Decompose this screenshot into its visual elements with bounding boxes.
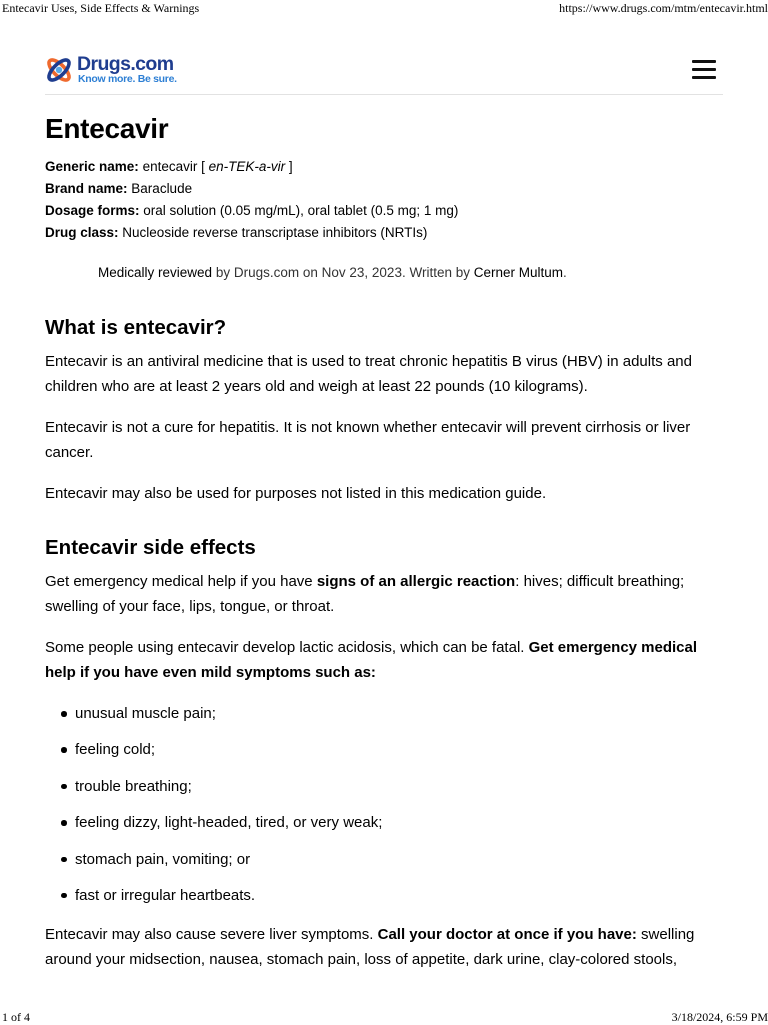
brand-name-label: Brand name: (45, 181, 128, 196)
logo-capsule-icon (45, 56, 73, 84)
liver-symptoms-paragraph (45, 922, 710, 972)
drug-class-link[interactable]: Nucleoside reverse transcriptase inhibitors (NRTIs) (122, 225, 428, 240)
hamburger-menu-icon[interactable] (692, 60, 716, 80)
review-date-text: on Nov 23, 2023. Written by (302, 265, 470, 280)
reviewer-link[interactable]: Drugs.com (233, 265, 300, 280)
section-what-is (45, 314, 710, 506)
section-heading-side-effects: Entecavir side effects (45, 536, 256, 559)
page-title: Entecavir (45, 113, 169, 144)
bold-text: Call your doctor at once if you have: (377, 925, 637, 943)
text: : hives; difficult breathing; swelling of your face, lips, tongue, or throat. (45, 573, 685, 615)
section-heading-what-is: What is entecavir? (45, 316, 227, 339)
paragraph: Entecavir may also be used for purposes not listed in this medication guide. (45, 485, 547, 502)
list-item: feeling dizzy, light-headed, tired, or very weak; (75, 810, 710, 835)
text: swelling around your midsection, nausea, stomach pain, loss of appetite, dark urine, clay-colored stools, (45, 925, 695, 968)
symptom-list (45, 701, 710, 908)
section-side-effects (45, 534, 710, 972)
review-period: . (563, 265, 567, 280)
paragraph: Entecavir is an antiviral medicine that is used to treat chronic hepatitis B virus (HBV) in adults and children who are at least 2 years old and weigh at least 22 pounds (10 kilograms). (45, 353, 692, 395)
print-footer (0, 1009, 768, 1025)
generic-name-close: ] (288, 159, 293, 174)
print-page-title: Entecavir Uses, Side Effects & Warnings (2, 1, 200, 15)
list-item: fast or irregular heartbeats. (75, 883, 710, 908)
author-link[interactable]: Cerner Multum (473, 265, 564, 280)
list-item: feeling cold; (75, 737, 710, 762)
medically-reviewed-link[interactable]: Medically reviewed (98, 265, 213, 280)
review-byline (98, 263, 710, 283)
bold-text: Get emergency medical help if you have even mild symptoms such as: (45, 639, 698, 681)
pronunciation: en-TEK-a-vir (208, 159, 286, 174)
generic-name-value: entecavir [ (142, 159, 205, 174)
print-datetime: 3/18/2024, 6:59 PM (671, 1010, 768, 1024)
list-item: stomach pain, vomiting; or (75, 847, 710, 872)
page-number: 1 of 4 (2, 1010, 30, 1024)
site-header (45, 54, 723, 95)
list-item: trouble breathing; (75, 774, 710, 799)
text: Get emergency medical help if you have (45, 573, 313, 590)
logo-tagline: Know more. Be sure. (78, 73, 177, 85)
review-by-text: by (215, 265, 231, 280)
bold-text: signs of an allergic reaction (316, 573, 516, 590)
article-content (45, 110, 710, 972)
generic-name-label: Generic name: (45, 159, 139, 174)
drugs-com-logo[interactable] (45, 54, 185, 86)
dosage-forms-row (45, 200, 710, 222)
drug-class-label: Drug class: (45, 225, 119, 240)
brand-name-row (45, 178, 710, 200)
paragraph: Entecavir is not a cure for hepatitis. It is not known whether entecavir will prevent cirrhosis or liver cancer. (45, 419, 691, 461)
logo-wordmark: Drugs.com (77, 53, 174, 75)
print-page-url: https://www.drugs.com/mtm/entecavir.html (559, 1, 768, 15)
allergic-reaction-paragraph (45, 569, 710, 619)
text: Some people using entecavir develop lactic acidosis, which can be fatal. (45, 639, 525, 656)
print-header (0, 0, 768, 16)
lactic-acidosis-paragraph (45, 635, 710, 685)
dosage-forms-label: Dosage forms: (45, 203, 140, 218)
brand-name-link[interactable]: Baraclude (131, 181, 193, 196)
generic-name-row (45, 156, 710, 178)
drug-class-row (45, 222, 710, 244)
text: Entecavir may also cause severe liver symptoms. (45, 925, 374, 943)
dosage-forms-value: oral solution (0.05 mg/mL), oral tablet (0.5 mg; 1 mg) (143, 203, 459, 218)
drug-facts (45, 156, 710, 244)
list-item: unusual muscle pain; (75, 701, 710, 726)
